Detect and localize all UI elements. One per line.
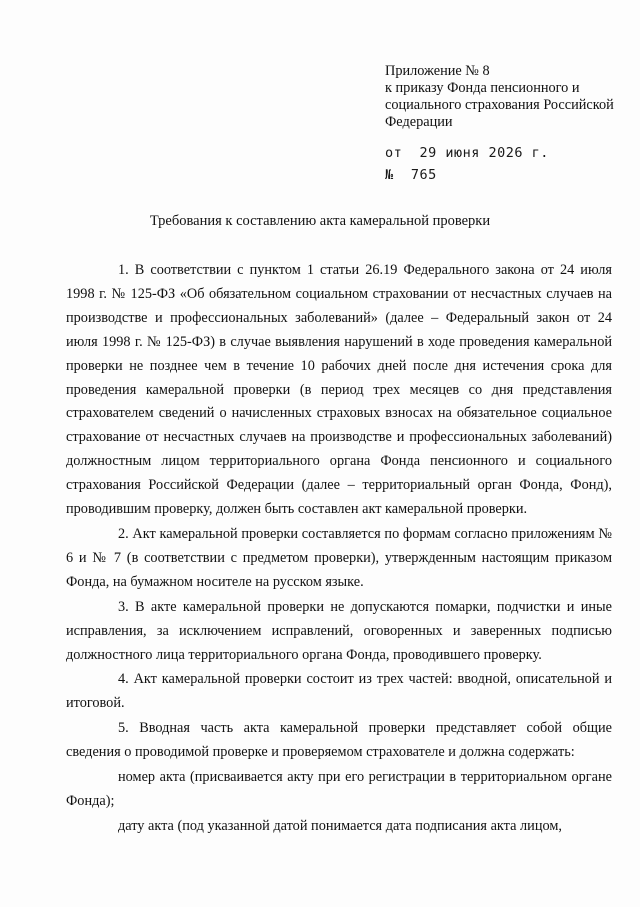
paragraph-1: 1. В соответствии с пунктом 1 статьи 26.19 Федерального закона от 24 июля 1998 г. № 125-ФЗ «Об обязательном социальном страховании от несчастных случаев на производстве и профессиональных заболеваний» (далее – Федеральный закон от 24 июля 1998 г. № 125-ФЗ) в случае выявления нарушений в ходе проведения камеральной проверки не позднее чем в течение 10 рабочих дней после дня истечения срока для проведения камеральной проверки (в период трех месяцев со дня представления страхователем сведений о начисленных страховых взносах на обязательное социальное страхование от несчастных случаев на производстве и профессиональных заболеваний) должностным лицом территориального органа Фонда пенсионного и социального страхования Российской Федерации (далее – территориальный орган Фонда, Фонд), проводившим проверку, должен быть составлен акт камеральной проверки.	[66, 262, 612, 518]
appendix-line-2: к приказу Фонда пенсионного и	[385, 80, 580, 96]
paragraph-5: 5. Вводная часть акта камеральной проверки представляет собой общие сведения о проводимой проверке и проверяемом страхователе и должна содержать:	[66, 720, 612, 761]
paragraph-3: 3. В акте камеральной проверки не допускаются помарки, подчистки и иные исправления, за исключением исправлений, оговоренных и заверенных подписью должностного лица территориального органа Фонда, проводившего проверку.	[66, 598, 612, 663]
document-title: Требования к составлению акта камеральной проверки	[149, 213, 491, 229]
order-number: № 765	[385, 167, 437, 183]
appendix-line-1: Приложение № 8	[385, 63, 490, 79]
paragraph-6: номер акта (присваивается акту при его регистрации в территориальном органе Фонда);	[66, 769, 612, 809]
paragraph-4: 4. Акт камеральной проверки состоит из трех частей: вводной, описательной и итоговой.	[66, 671, 612, 712]
document-body	[66, 259, 612, 839]
paragraph-2: 2. Акт камеральной проверки составляется по формам согласно приложениям № 6 и № 7 (в соответствии с предметом проверки), утвержденным настоящим приказом Фонда, на бумажном носителе на русском языке.	[66, 525, 612, 590]
order-date: от 29 июня 2026 г.	[385, 145, 549, 161]
appendix-header	[385, 63, 625, 131]
appendix-line-4: Федерации	[385, 114, 453, 130]
appendix-line-3: социального страхования Российской	[385, 97, 614, 113]
paragraph-7: дату акта (под указанной датой понимается дата подписания акта лицом,	[118, 817, 562, 834]
